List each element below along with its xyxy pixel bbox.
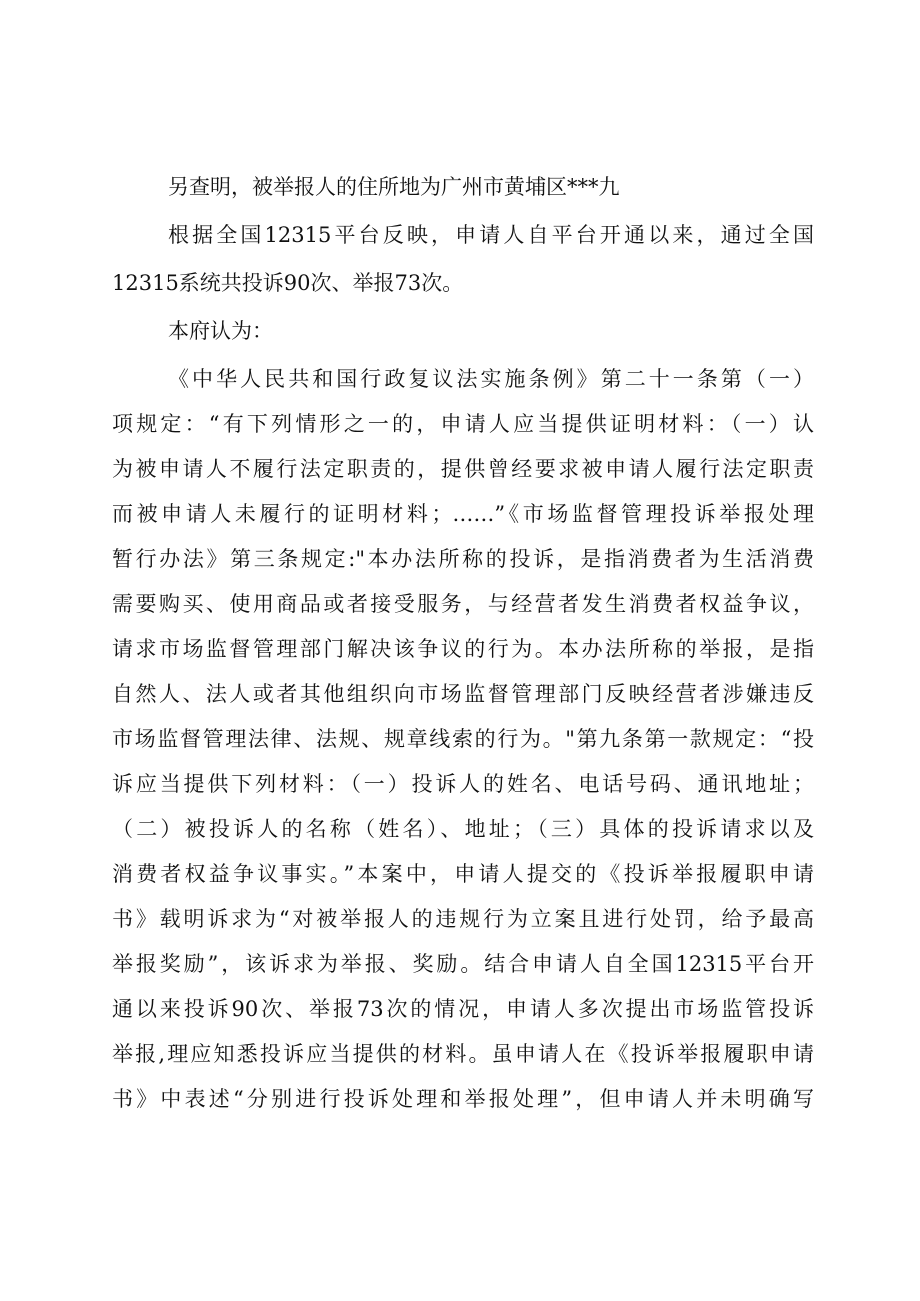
text-line: 请求市场监督管理部门解决该争议的行为。本办法所称的举报，是指 <box>112 637 814 661</box>
text-line: 消费者权益争议事实。”本案中，申请人提交的《投诉举报履职申请 <box>112 862 814 886</box>
text-line: 12315系统共投诉90次、举报73次。 <box>112 271 464 295</box>
text-line: 通以来投诉90次、举报73次的情况，申请人多次提出市场监管投诉 <box>112 997 814 1021</box>
text-line: 项规定：“有下列情形之一的，申请人应当提供证明材料：（一）认 <box>112 412 814 436</box>
text-line: 本府认为： <box>168 319 273 343</box>
text-line: 需要购买、使用商品或者接受服务，与经营者发生消费者权益争议， <box>112 592 814 616</box>
text-line: 书》中表述“分别进行投诉处理和举报处理”，但申请人并未明确写 <box>112 1087 814 1111</box>
text-line: 自然人、法人或者其他组织向市场监督管理部门反映经营者涉嫌违反 <box>112 682 814 706</box>
text-line: （二）被投诉人的名称（姓名）、地址；（三）具体的投诉请求以及 <box>112 817 814 841</box>
text-line: 举报奖励”，该诉求为举报、奖励。结合申请人自全国12315平台开 <box>112 952 814 976</box>
text-line: 暂行办法》第三条规定:"本办法所称的投诉，是指消费者为生活消费 <box>112 547 814 571</box>
text-line: 举报,理应知悉投诉应当提供的材料。虽申请人在《投诉举报履职申请 <box>112 1042 814 1066</box>
text-line: 诉应当提供下列材料：（一）投诉人的姓名、电话号码、通讯地址； <box>112 772 814 796</box>
text-line: 而被申请人未履行的证明材料；……”《市场监督管理投诉举报处理 <box>112 502 814 526</box>
text-line: 为被申请人不履行法定职责的，提供曾经要求被申请人履行法定职责 <box>112 457 814 481</box>
text-line: 《中华人民共和国行政复议法实施条例》第二十一条第（一） <box>168 367 814 391</box>
text-line: 根据全国12315平台反映，申请人自平台开通以来，通过全国 <box>168 223 814 247</box>
text-line: 书》载明诉求为“对被举报人的违规行为立案且进行处罚，给予最高 <box>112 907 814 931</box>
text-line: 另查明，被举报人的住所地为广州市黄埔区***九 <box>168 175 620 199</box>
text-line: 市场监督管理法律、法规、规章线索的行为。"第九条第一款规定：“投 <box>112 727 814 751</box>
